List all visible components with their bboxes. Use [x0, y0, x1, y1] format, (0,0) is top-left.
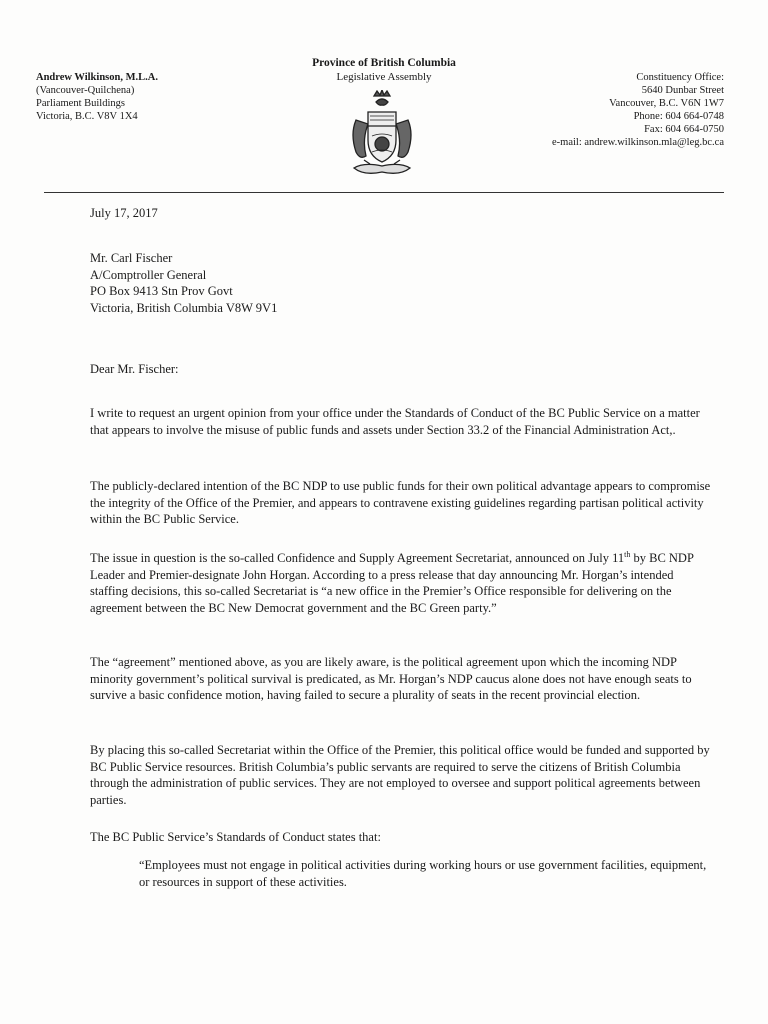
constituency-fax: Fax: 604 664-0750: [644, 124, 724, 135]
assembly-title: Legislative Assembly: [336, 71, 432, 83]
recipient-name: Mr. Carl Fischer: [90, 251, 173, 265]
constituency-city: Vancouver, B.C. V6N 1W7: [609, 98, 724, 109]
sender-riding: (Vancouver-Quilchena): [36, 85, 135, 96]
paragraph-intention: The publicly-declared intention of the BC NDP to use public funds for their own political advantage appears to compromise the integrity of the Office of the Premier, and appears to contravene existing guidelines regarding partisan political activity within the BC Public Service.: [90, 479, 711, 526]
sender-building: Parliament Buildings: [36, 98, 125, 109]
standards-quote: “Employees must not engage in political activities during working hours or use government facilities, equipment, or resources in support of these activities.: [139, 858, 707, 889]
issue-text-end: by BC NDP Leader and Premier-designate John Horgan. According to a press release that day announcing Mr. Horgan’s intended staffing decisions, this so-called Secretariat is “a new office in the Premier’s Office responsible for delivering on the agreement between the BC New Democrat government and the BC Green party.”: [90, 551, 694, 615]
salutation: Dear Mr. Fischer:: [90, 362, 179, 376]
constituency-label: Constituency Office:: [636, 72, 724, 83]
recipient-po-box: PO Box 9413 Stn Prov Govt: [90, 284, 233, 298]
constituency-phone: Phone: 604 664-0748: [633, 111, 724, 122]
constituency-email[interactable]: e-mail: andrew.wilkinson.mla@leg.bc.ca: [552, 137, 724, 148]
coat-of-arms-icon: [344, 90, 420, 182]
recipient-address: [90, 250, 712, 316]
issue-text-start: The issue in question is the so-called Confidence and Supply Agreement Secretariat, announced on July 11: [90, 551, 625, 566]
paragraph-request: I write to request an urgent opinion from your office under the Standards of Conduct of the BC Public Service on a matter that appears to involve the misuse of public funds and assets under Section 33.2 of the Financial Administration Act,.: [90, 406, 700, 437]
paragraph-secretariat: By placing this so-called Secretariat within the Office of the Premier, this political office would be funded and supported by BC Public Service resources. British Columbia’s public servants are required to serve the citizens of British Columbia through the administration of public services. They are not employed to oversee and support political agreements between parties.: [90, 743, 710, 807]
sender-city: Victoria, B.C. V8V 1X4: [36, 111, 138, 122]
constituency-street: 5640 Dunbar Street: [641, 85, 724, 96]
sender-name: Andrew Wilkinson, M.L.A.: [36, 72, 158, 83]
recipient-city: Victoria, British Columbia V8W 9V1: [90, 300, 278, 315]
province-title: Province of British Columbia: [312, 57, 456, 69]
paragraph-issue: [90, 547, 712, 616]
recipient-title: A/Comptroller General: [90, 267, 207, 282]
letter-date: July 17, 2017: [90, 206, 158, 220]
paragraph-agreement: The “agreement” mentioned above, as you are likely aware, is the political agreement upon which the incoming NDP minority government’s political survival is predicated, as Mr. Horgan’s NDP caucus alone does not have enough seats to survive a basic confidence motion, having failed to secure a plurality of seats in the recent provincial election.: [90, 655, 692, 702]
constituency-office: [552, 71, 724, 149]
issue-superscript: th: [624, 550, 631, 559]
letterhead-divider: [44, 192, 724, 193]
paragraph-standards-intro: The BC Public Service’s Standards of Conduct states that:: [90, 830, 381, 844]
